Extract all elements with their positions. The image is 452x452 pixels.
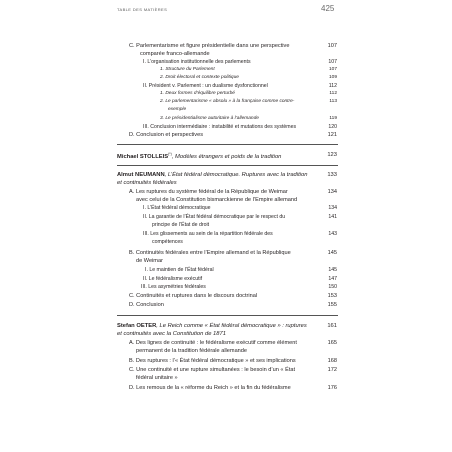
toc-entry-text: D. Conclusion et perspectives	[129, 132, 203, 138]
toc-entry-text: D. Conclusion	[129, 302, 164, 308]
toc-entry-text: A. Des lignes de continuité : le fédéralisme exécutif comme élément	[129, 340, 297, 346]
toc-page: 168	[327, 358, 337, 364]
toc-page: 153	[327, 293, 337, 299]
toc-entry-text: II. Le fédéralisme exécutif	[143, 276, 203, 282]
toc-entry-text: III. Les asymétries fédérales	[141, 284, 206, 290]
toc-entry-text-cont: exemple	[168, 107, 187, 112]
toc-page: 123	[327, 152, 337, 158]
toc-page: 107	[328, 59, 337, 65]
toc-entry-text: I. L’État fédéral démocratique	[143, 205, 211, 211]
chapter-author: Stefan OETER	[117, 323, 157, 329]
toc-page: 133	[327, 172, 337, 178]
toc-entry-text: 1. Structure du Parlement	[160, 67, 215, 72]
toc-page: 134	[327, 189, 337, 195]
toc-entry-text: B. Continuités fédérales entre l’Empire allemand et la République	[129, 250, 291, 256]
toc-page: 141	[328, 214, 337, 220]
toc-page: 172	[327, 367, 337, 373]
toc-page: 109	[328, 75, 337, 80]
footnote-mark: (*)	[168, 152, 172, 156]
chapter-title-cont: et continuités fédérales	[117, 180, 177, 186]
toc-entry-text-cont: principe de l’État de droit	[152, 222, 210, 228]
toc-page: 143	[328, 231, 337, 237]
toc-page: 134	[328, 205, 337, 211]
divider	[117, 165, 338, 166]
toc-entry-text-cont: avec celui de la Constitution bismarckienne de l’Empire allemand	[136, 197, 298, 203]
toc-entry-text-cont: compétences	[152, 239, 183, 245]
toc-entry-text-cont: permanent de la tradition fédérale allemande	[136, 348, 248, 354]
toc-entry-text-cont: de Weimar	[136, 258, 163, 264]
toc-entry-text: III. Les glissements au sein de la répartition fédérale des	[143, 231, 273, 237]
chapter-title: , Le Reich comme « État fédéral démocratique » : ruptures	[156, 323, 307, 329]
chapter-title: , Modèles étrangers et poids de la tradition	[171, 153, 282, 160]
toc-page: 147	[328, 276, 337, 282]
toc-page: 150	[328, 284, 337, 290]
toc-page: 176	[327, 385, 337, 391]
toc-page: 112	[329, 91, 337, 96]
toc-entry-text: D. Les remous de la « réforme du Reich » et la fin du fédéralisme	[129, 385, 291, 391]
toc-page: 113	[329, 99, 337, 104]
divider	[117, 315, 338, 316]
toc-entry-text: II. La garantie de l’État fédéral démocratique par le respect du	[143, 214, 286, 220]
toc-entry-text: A. Les ruptures du système fédéral de la République de Weimar	[129, 189, 288, 195]
toc-entry-text: 2. Le parlementarisme « absolu » à la française comme contre-	[160, 99, 295, 104]
divider	[117, 144, 338, 145]
toc-entry-text: B. Des ruptures : l’« État fédéral démocratique » et ses implications	[129, 358, 296, 364]
toc-page: 107	[327, 43, 337, 49]
chapter-title: , L’État fédéral démocratique. Ruptures avec la tradition	[164, 172, 308, 178]
toc-entry-text: C. Une continuité et une rupture simultanées : le besoin d’un « État	[129, 367, 296, 373]
chapter-author: Almut NEUMANN	[117, 172, 165, 178]
toc-entry-text: 3. Le présidentialisme autoritaire à l’allemande	[160, 116, 259, 121]
toc-entry-text: I. L’organisation institutionnelle des parlements	[143, 59, 251, 65]
toc-page: 165	[327, 340, 337, 346]
toc-page: 107	[328, 67, 337, 72]
toc-page: 145	[327, 250, 337, 256]
toc-page: 112	[328, 83, 337, 89]
toc-entry-text: 2. Droit électoral et contexte politique	[160, 75, 239, 80]
toc-entry-text: I. Le maintien de l’État fédéral	[145, 267, 214, 273]
toc-page: 121	[327, 132, 337, 138]
toc-page: 145	[328, 267, 337, 273]
toc-page: 155	[327, 302, 337, 308]
page-number: 425	[321, 4, 335, 13]
toc-page: 119	[329, 116, 337, 121]
toc-page: 161	[327, 323, 337, 329]
toc-entry-text: III. Conclusion intermédiaire : instabilité et mutations des systèmes	[143, 124, 297, 130]
toc-page: 120	[328, 124, 337, 130]
toc-entry-text: II. Président v. Parlement : un dualisme dysfonctionnel	[143, 83, 268, 89]
toc-entry-text-cont: comparée franco-allemande	[140, 51, 210, 57]
chapter-title-cont: et continuités avec la Constitution de 1871	[117, 331, 226, 337]
toc-entry-text: 1. Deux formes d’équilibre perturbé	[160, 91, 235, 96]
chapter-author: Michael STOLLEIS	[117, 153, 169, 160]
running-title: TABLE DES MATIÈRES	[117, 7, 168, 12]
toc-entry-text: C. Continuités et ruptures dans le discours doctrinal	[129, 293, 258, 299]
toc-entry-text: C. Parlementarisme et figure présidentielle dans une perspective	[129, 43, 290, 49]
toc-entry-text-cont: fédéral unitaire »	[136, 375, 178, 381]
